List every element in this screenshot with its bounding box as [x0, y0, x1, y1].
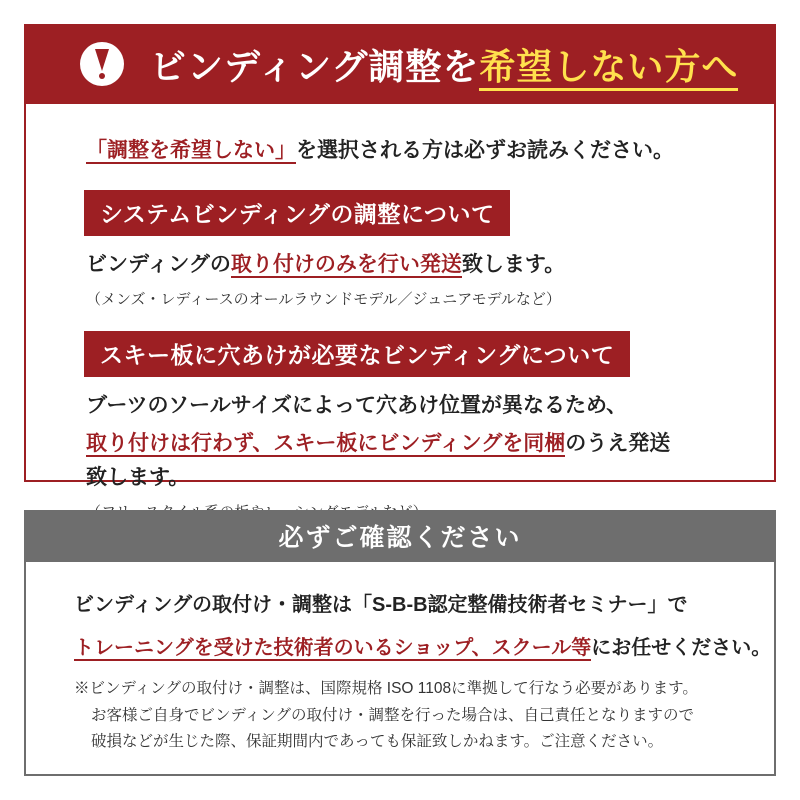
bottom-note-1: ※ビンディングの取付け・調整は、国際規格 ISO 1108に準拠して行なう必要があります。: [74, 680, 698, 697]
main-content-box: [24, 104, 776, 490]
bottom-line2-underlined: トレーニングを受けた技術者のいるショップ、スクール等: [74, 637, 592, 659]
banner-title-highlight: 希望しない方へ: [479, 46, 738, 91]
section1-body: [86, 248, 738, 278]
bottom-line2: [74, 631, 772, 660]
bottom-notes: [74, 676, 744, 756]
section2-body-line2: [86, 429, 738, 459]
bottom-line2-suffix: にお任せください。: [591, 637, 772, 659]
warning-exclamation-icon: [80, 42, 124, 86]
section2-body-suffix: のうえ発送: [565, 432, 671, 455]
banner-title-plain: ビンディング調整を: [150, 45, 480, 87]
banner-title: [150, 39, 738, 90]
confirm-banner-title: 必ずご確認ください: [278, 524, 522, 552]
warning-banner: [24, 24, 776, 104]
section2-body-underlined: 取り付けは行わず、スキー板にビンディングを同梱: [86, 432, 566, 455]
bottom-content-box: [24, 562, 776, 776]
lead-underlined: 「調整を希望しない」: [86, 139, 296, 162]
bottom-note-2: お客様ご自身でビンディングの取付け・調整を行った場合は、自己責任となりますので: [91, 706, 694, 724]
section1-body-suffix: 致します。: [461, 253, 566, 276]
section1-body-underlined: 取り付けのみを行い発送: [230, 253, 462, 276]
lead-rest: を選択される方は必ずお読みください。: [296, 139, 674, 162]
bottom-line1: ビンディングの取付け・調整は「S-B-B認定整備技術者セミナー」で: [74, 594, 688, 616]
lead-text: [86, 134, 738, 164]
section1-body-prefix: ビンディングの: [86, 253, 231, 276]
section1-note: （メンズ・レディースのオールラウンドモデル／ジュニアモデルなど）: [86, 291, 561, 308]
section2-body-line3: 致します。: [86, 466, 190, 490]
section2-body-line1: ブーツのソールサイズによって穴あけ位置が異なるため、: [86, 394, 628, 417]
section2-heading: スキー板に穴あけが必要なビンディングについて: [84, 331, 630, 377]
confirm-banner: [24, 510, 776, 562]
section1-heading: システムビンディングの調整について: [84, 190, 510, 236]
bottom-note-3: 破損などが生じた際、保証期間内であっても保証致しかねます。ご注意ください。: [91, 733, 664, 751]
